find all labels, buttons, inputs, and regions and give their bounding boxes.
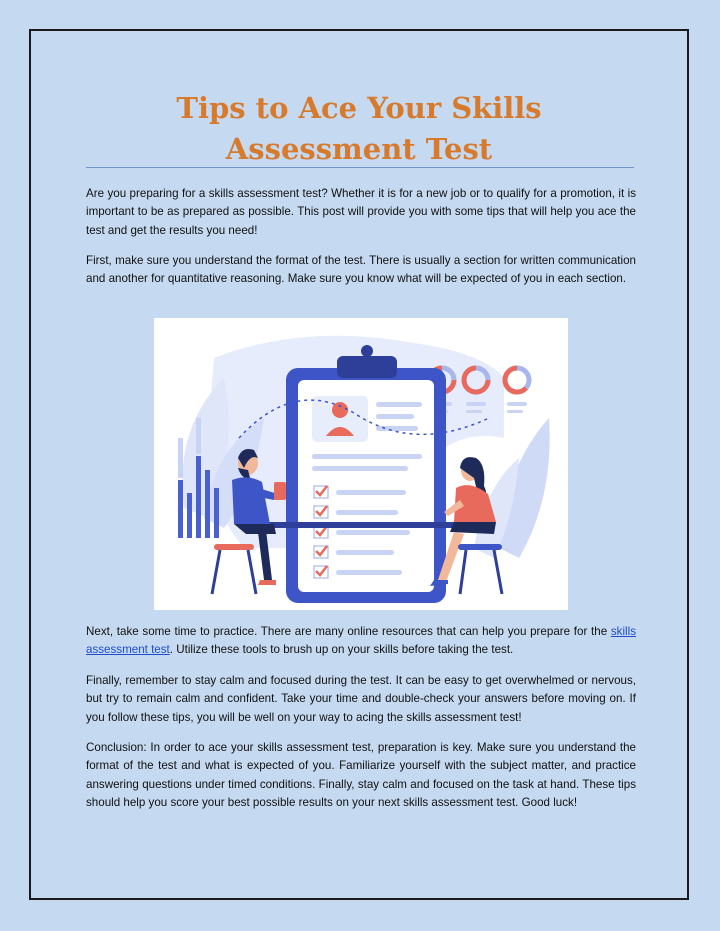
paragraph-calm: Finally, remember to stay calm and focused during the test. It can be easy to get overwhelmed or nervous, but try to remain calm and confident. Take your time and double-check your answers before moving on. If you follow these tips, you will be well on your way to acing the skills assessment test! (86, 674, 636, 724)
paragraph-format: First, make sure you understand the format of the test. There is usually a section for written communication and another for quantitative reasoning. Make sure you know what will be expected of you in each section. (86, 254, 636, 286)
paragraph-practice (86, 623, 636, 660)
page-title: Tips to Ace Your Skills Assessment Test (176, 91, 542, 166)
paragraph-conclusion: Conclusion: In order to ace your skills assessment test, preparation is key. Make sure you understand the format of the test and what is expected of you. Familiarize yourself with the subject matter, and practice answering questions under timed conditions. Finally, stay calm and focused on the task at hand. These tips should help you score your best possible results on your next skills assessment test. Good luck! (86, 741, 636, 810)
paragraph-intro: Are you preparing for a skills assessment test? Whether it is for a new job or to qualify for a promotion, it is important to be as prepared as possible. This post will provide you with some tips that will help you ace the test and get the results you need! (86, 187, 636, 237)
practice-text-after: . Utilize these tools to brush up on your skills before taking the test. (169, 643, 514, 657)
title-divider (86, 167, 634, 168)
clipboard-checklist-illustration (154, 318, 568, 610)
document-page (29, 29, 689, 900)
practice-text-before: Next, take some time to practice. There are many online resources that can help you prepare for the (86, 625, 611, 638)
skills-assessment-test-link[interactable]: skills assessment test (86, 625, 636, 657)
